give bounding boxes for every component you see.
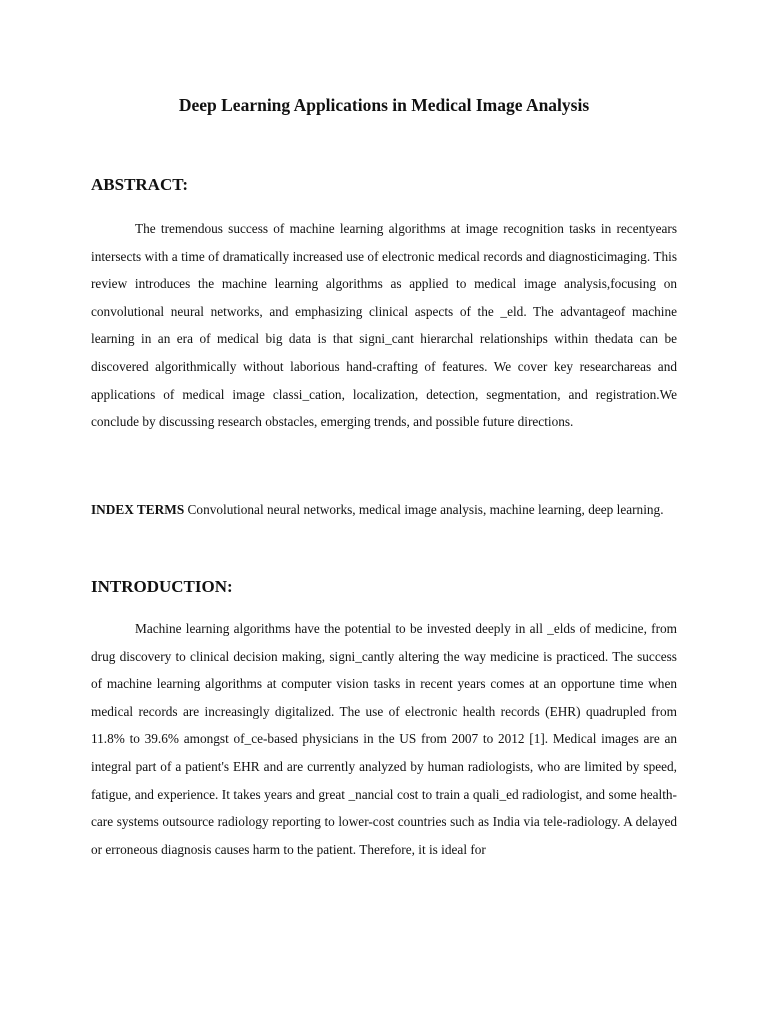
- index-terms-label: INDEX TERMS: [91, 502, 185, 517]
- introduction-heading: INTRODUCTION:: [91, 577, 233, 596]
- index-terms-text: Convolutional neural networks, medical image analysis, machine learning, deep learning.: [184, 502, 664, 517]
- document-title: Deep Learning Applications in Medical Image Analysis: [178, 95, 590, 115]
- introduction-paragraph: [91, 615, 677, 891]
- index-terms: [91, 498, 677, 521]
- introduction-text: Machine learning algorithms have the potential to be invested deeply in all _elds of medicine, from drug discovery to clinical decision making, signi_cantly altering the way medicine is practiced. The success of machine learning algorithms at computer vision tasks in recent years comes at an opportune time when medical records are increasingly digitalized. The use of electronic health records (EHR) quadrupled from 11.8% to 39.6% amongst of_ce-based physicians in the US from 2007 to 2012 [1]. Medical images are an integral part of a patient's EHR and are currently analyzed by human radiologists, who are limited by speed, fatigue, and experience. It takes years and great _nancial cost to train a quali_ed radiologist, and some health-care systems outsource radiology reporting to lower-cost countries such as India via tele-radiology. A delayed or erroneous diagnosis causes harm to the patient. Therefore, it is ideal for: [91, 621, 677, 857]
- abstract-heading: ABSTRACT:: [91, 175, 188, 194]
- abstract-paragraph: [91, 215, 677, 436]
- abstract-text: The tremendous success of machine learning algorithms at image recognition tasks in recentyears intersects with a time of dramatically increased use of electronic medical records and diagnosticimaging. This review introduces the machine learning algorithms as applied to medical image analysis,focusing on convolutional neural networks, and emphasizing clinical aspects of the _eld. The advantageof machine learning in an era of medical big data is that signi_cant hierarchal relationships within thedata can be discovered algorithmically without laborious hand-crafting of features. We cover key researchareas and applications of medical image classi_cation, localization, detection, segmentation, and registration.We conclude by discussing research obstacles, emerging trends, and possible future directions.: [91, 221, 677, 430]
